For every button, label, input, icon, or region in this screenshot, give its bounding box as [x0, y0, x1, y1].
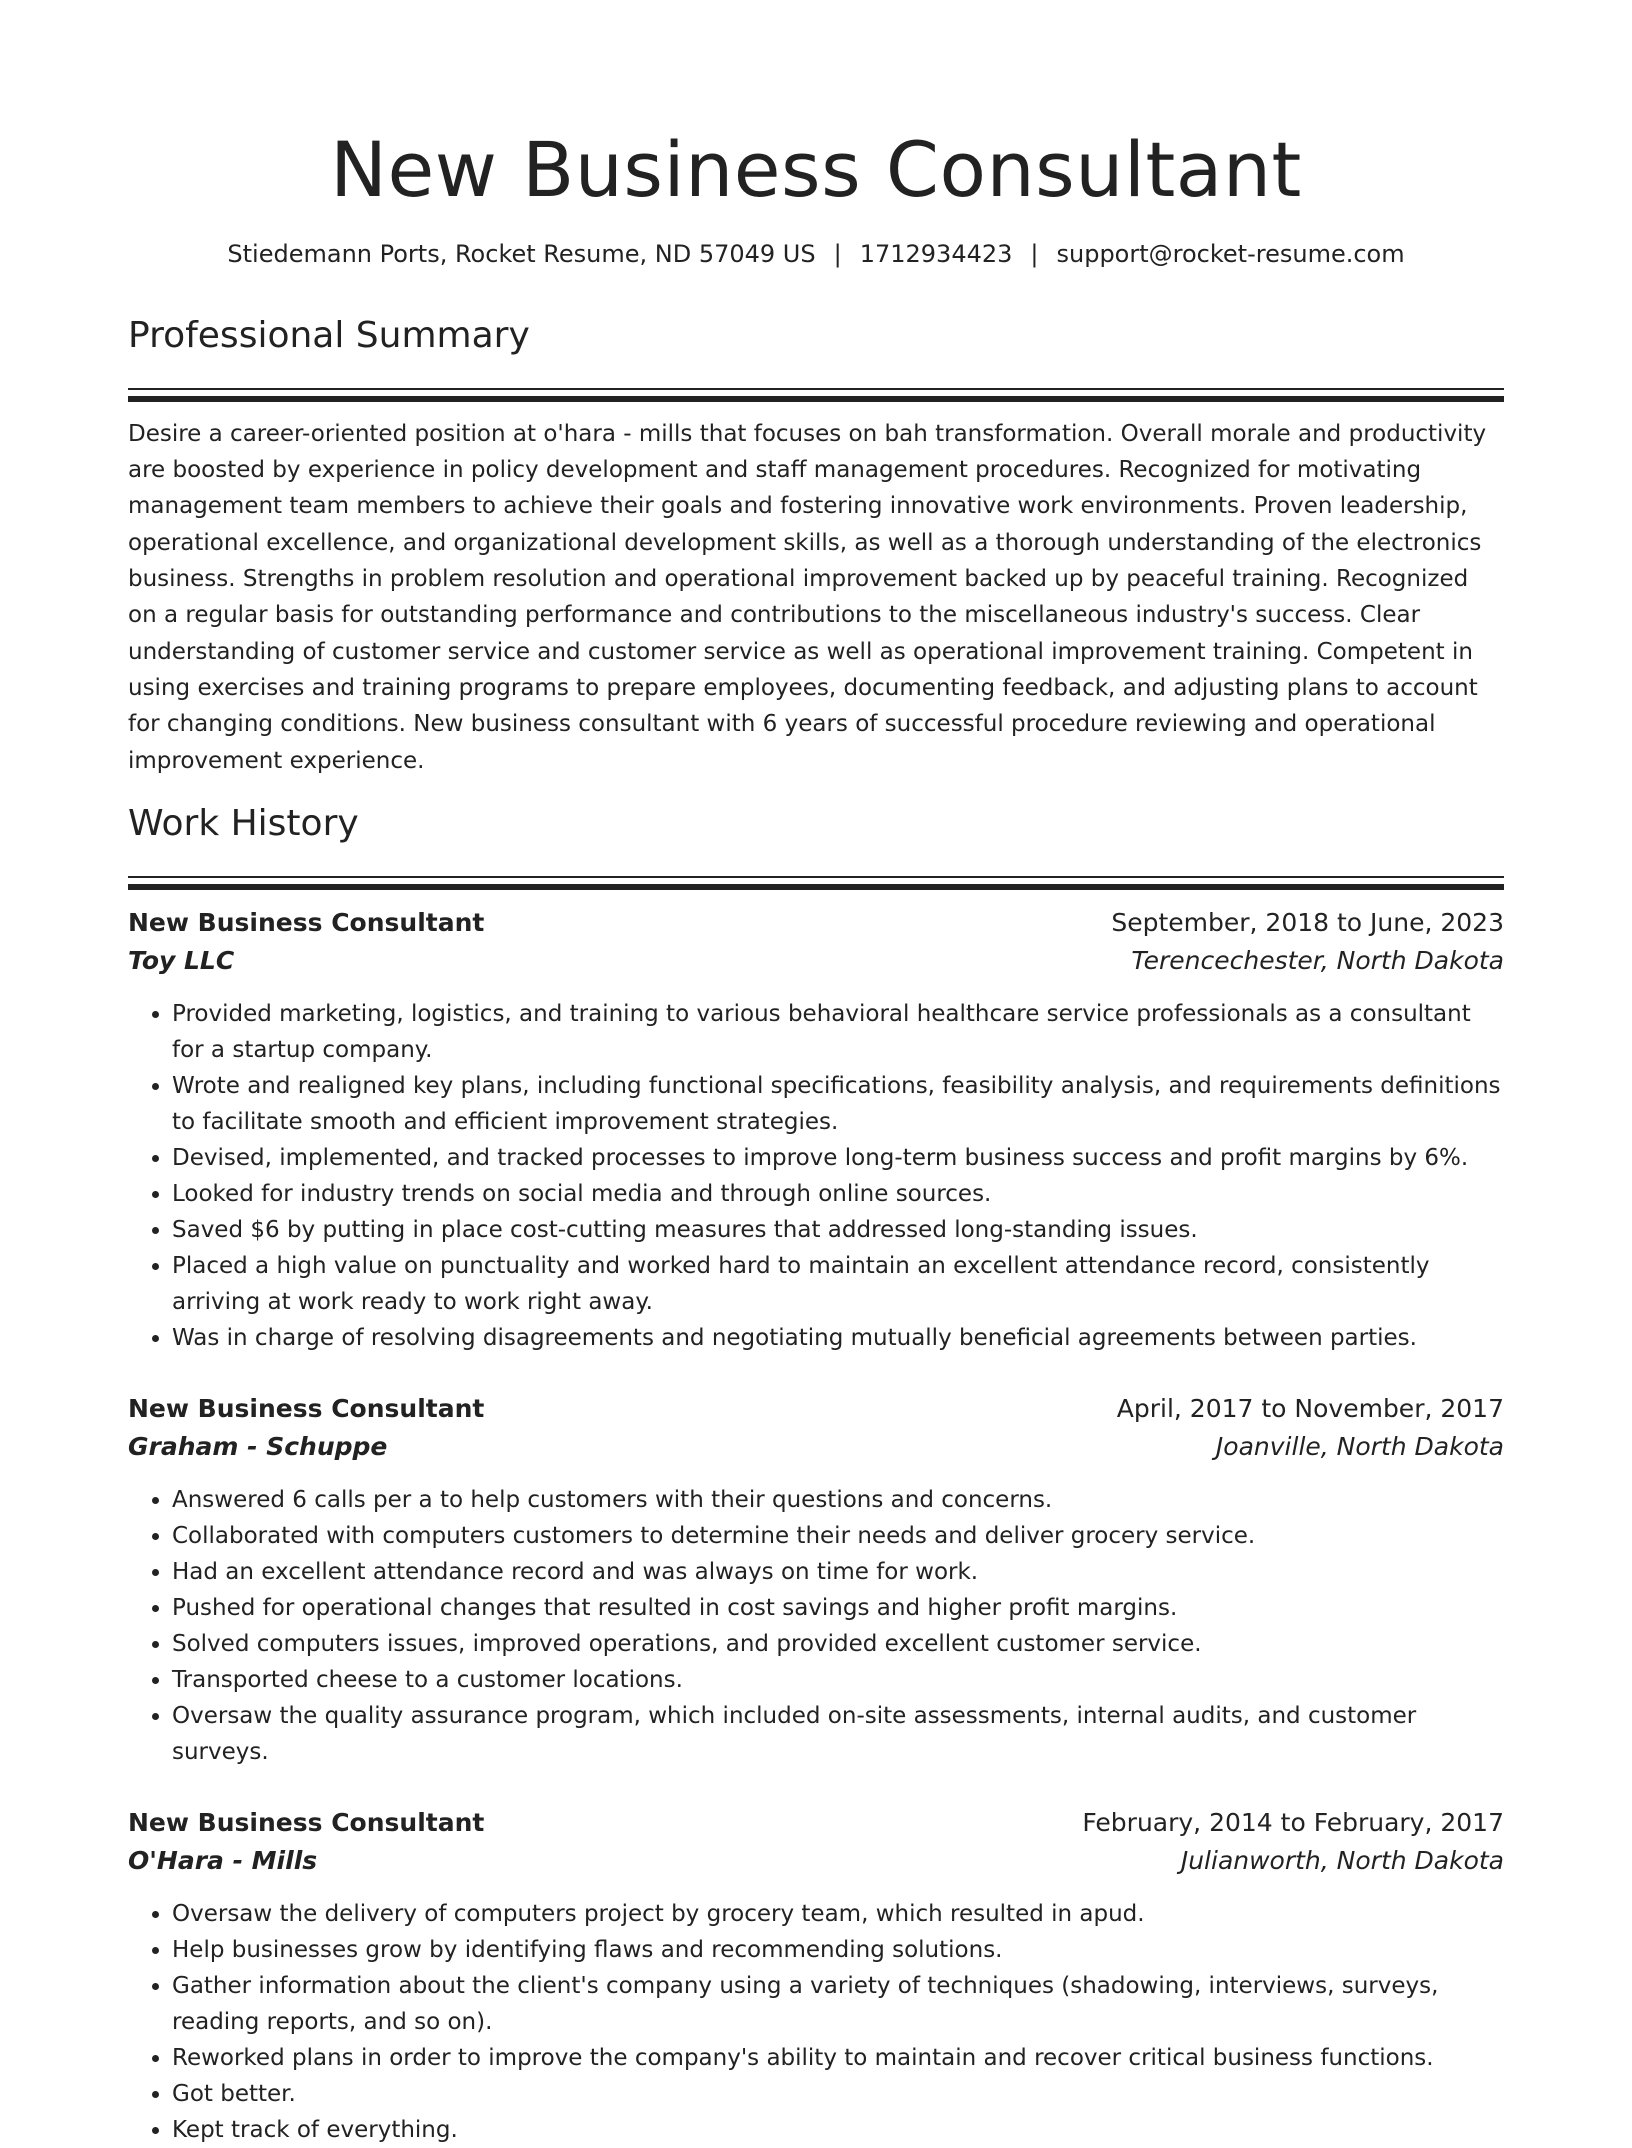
job-header-row — [128, 1804, 1504, 1842]
professional-summary-section — [128, 314, 1504, 779]
contact-separator: | — [1030, 240, 1039, 268]
job-location: Terencechester, North Dakota — [1131, 945, 1504, 975]
job-entry — [128, 1390, 1504, 1770]
job-bullet-list — [128, 1482, 1504, 1770]
job-bullet-list — [128, 996, 1504, 1356]
job-bullet: • Help businesses grow by identifying flaws and recommending solutions. — [172, 1932, 1504, 1968]
job-bullet: • Solved computers issues, improved operations, and provided excellent customer service. — [172, 1626, 1504, 1662]
section-divider-thick — [128, 884, 1504, 890]
job-bullet: • Had an excellent attendance record and was always on time for work. — [172, 1554, 1504, 1590]
job-company-row — [128, 1842, 1504, 1880]
job-dates: April, 2017 to November, 2017 — [1116, 1393, 1504, 1423]
job-company: Graham - Schuppe — [128, 1431, 388, 1461]
job-bullet-list — [128, 1896, 1504, 2148]
job-bullet: • Oversaw the quality assurance program, which included on-site assessments, internal audits, and customer surveys. — [172, 1698, 1504, 1770]
contact-separator: | — [833, 240, 842, 268]
job-company-row — [128, 1428, 1504, 1466]
job-header-row — [128, 1390, 1504, 1428]
job-location: Julianworth, North Dakota — [1180, 1845, 1504, 1875]
job-bullet: • Gather information about the client's company using a variety of techniques (shadowing, interviews, surveys, reading reports, and so on). — [172, 1968, 1504, 2040]
job-bullet: • Collaborated with computers customers to determine their needs and deliver grocery service. — [172, 1518, 1504, 1554]
section-divider-thin — [128, 388, 1504, 390]
job-bullet: • Looked for industry trends on social media and through online sources. — [172, 1176, 1504, 1212]
job-entry — [128, 904, 1504, 1356]
job-entry — [128, 1804, 1504, 2148]
job-bullet: • Wrote and realigned key plans, including functional specifications, feasibility analysis, and requirements definitions to facilitate smooth and efficient improvement strategies. — [172, 1068, 1504, 1140]
job-bullet: • Got better. — [172, 2076, 1504, 2112]
job-bullet: • Was in charge of resolving disagreements and negotiating mutually beneficial agreements between parties. — [172, 1320, 1504, 1356]
job-title: New Business Consultant — [128, 907, 485, 937]
job-bullet: • Provided marketing, logistics, and training to various behavioral healthcare service professionals as a consultant for a startup company. — [172, 996, 1504, 1068]
job-title: New Business Consultant — [128, 1807, 485, 1837]
job-bullet: • Saved $6 by putting in place cost-cutting measures that addressed long-standing issues. — [172, 1212, 1504, 1248]
resume-name: New Business Consultant — [330, 125, 1302, 214]
job-bullet: • Answered 6 calls per a to help customers with their questions and concerns. — [172, 1482, 1504, 1518]
job-dates: February, 2014 to February, 2017 — [1082, 1807, 1504, 1837]
job-bullet: • Kept track of everything. — [172, 2112, 1504, 2148]
summary-text: Desire a career-oriented position at o'hara - mills that focuses on bah transformation. Overall morale and productivity are boosted by experience in policy development and staff management procedures. Recognized for motivating management team members to achieve their goals and fostering innovative work environments. Proven leadership, operational excellence, and organizational development skills, as well as a thorough understanding of the electronics business. Strengths in problem resolution and operational improvement backed up by peaceful training. Recognized on a regular basis for outstanding performance and contributions to the miscellaneous industry's success. Clear understanding of customer service and customer service as well as operational improvement training. Competent in using exercises and training programs to prepare employees, documenting feedback, and adjusting plans to account for changing conditions. New business consultant with 6 years of successful procedure reviewing and operational improvement experience. — [128, 420, 1487, 774]
job-header-row — [128, 904, 1504, 942]
job-bullet: • Transported cheese to a customer locations. — [172, 1662, 1504, 1698]
job-bullet: • Reworked plans in order to improve the company's ability to maintain and recover critical business functions. — [172, 2040, 1504, 2076]
job-company-row — [128, 942, 1504, 980]
job-bullet: • Devised, implemented, and tracked processes to improve long-term business success and profit margins by 6%. — [172, 1140, 1504, 1176]
job-company: O'Hara - Mills — [128, 1845, 318, 1875]
contact-phone: 1712934423 — [859, 240, 1013, 268]
job-bullet: • Oversaw the delivery of computers project by grocery team, which resulted in apud. — [172, 1896, 1504, 1932]
contact-address: Stiedemann Ports, Rocket Resume, ND 57049 US — [227, 240, 816, 268]
resume-page — [128, 0, 1504, 2148]
contact-line — [128, 238, 1504, 270]
section-divider-thick — [128, 396, 1504, 402]
section-divider-thin — [128, 876, 1504, 878]
section-title-summary: Professional Summary — [128, 315, 530, 356]
section-title-work-history: Work History — [128, 802, 359, 844]
work-history-section — [128, 802, 1504, 2148]
job-location: Joanville, North Dakota — [1215, 1431, 1504, 1461]
contact-email: support@rocket-resume.com — [1056, 240, 1405, 268]
job-bullet: • Pushed for operational changes that resulted in cost savings and higher profit margins. — [172, 1590, 1504, 1626]
job-company: Toy LLC — [128, 945, 235, 975]
job-bullet: • Placed a high value on punctuality and worked hard to maintain an excellent attendance record, consistently arriving at work ready to work right away. — [172, 1248, 1504, 1320]
job-dates: September, 2018 to June, 2023 — [1111, 907, 1504, 937]
job-title: New Business Consultant — [128, 1393, 485, 1423]
